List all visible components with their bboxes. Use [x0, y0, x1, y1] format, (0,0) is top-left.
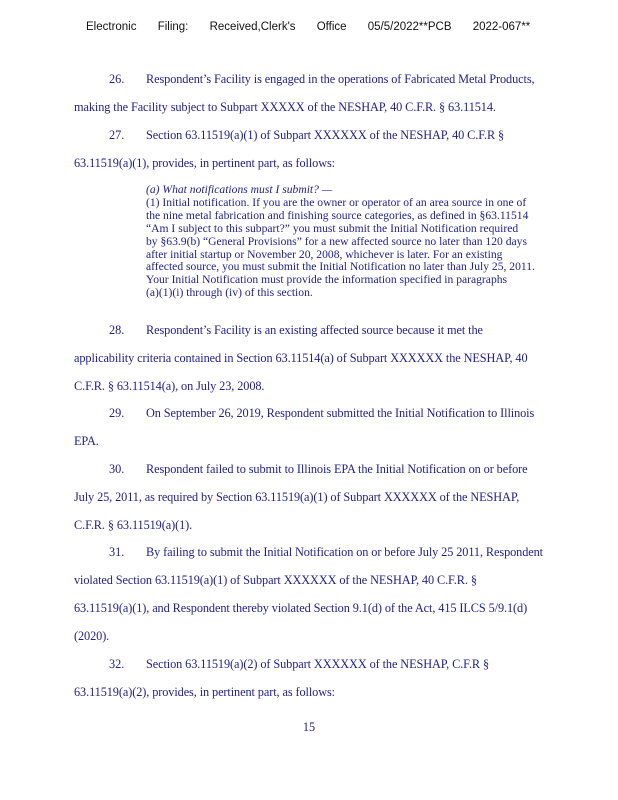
block-quote	[146, 184, 606, 300]
quote-line: “Am I subject to this subpart?” you must submit the Initial Notification required	[146, 221, 519, 235]
paragraph-30-line-1: Respondent failed to submit to Illinois EPA the Initial Notification on or before	[146, 462, 528, 476]
paragraph-31-line-3: 63.11519(a)(1), and Respondent thereby violated Section 9.1(d) of the Act, 415 ILCS 5/9.1(d)	[74, 601, 528, 615]
paragraph-26-line-1: Respondent’s Facility is engaged in the operations of Fabricated Metal Products,	[146, 72, 535, 86]
paragraph-30-line-2: July 25, 2011, as required by Section 63.11519(a)(1) of Subpart XXXXXX of the NESHAP,	[74, 490, 520, 504]
paragraph-31-line-4: (2020).	[74, 629, 110, 643]
paragraph-29-line-1: On September 26, 2019, Respondent submitted the Initial Notification to Illinois	[146, 406, 535, 420]
quote-line: affected source, you must submit the Initial Notification no later than July 25, 2011.	[146, 260, 535, 274]
filing-stamp-header	[86, 21, 606, 33]
paragraph-26-line-2: making the Facility subject to Subpart XXXXX of the NESHAP, 40 C.F.R. § 63.11514.	[74, 100, 496, 114]
paragraph-27-line-2: 63.11519(a)(1), provides, in pertinent part, as follows:	[74, 156, 335, 170]
paragraph-32-line-1: Section 63.11519(a)(2) of Subpart XXXXXX of the NESHAP, C.F.R §	[146, 657, 490, 671]
header-electronic: Electronic	[86, 21, 137, 33]
paragraph-31-line-1: By failing to submit the Initial Notification on or before July 25 2011, Respondent	[146, 545, 543, 559]
header-filing: Filing:	[157, 21, 189, 33]
page-number: 15	[302, 720, 316, 734]
quote-line: after initial startup or November 20, 2008, whichever is later. For an existing	[146, 247, 503, 261]
quote-line: the nine metal fabrication and finishing source categories, as defined in §63.11514	[146, 208, 529, 222]
quote-line: by §63.9(b) “General Provisions” for a new affected source no later than 120 days	[146, 234, 527, 248]
paragraph-27-number: 27.	[109, 128, 125, 142]
quote-line: Your Initial Notification must provide the information specified in paragraphs	[146, 273, 508, 287]
quote-line: (1) Initial notification. If you are the owner or operator of an area source in one of	[146, 195, 527, 209]
paragraph-30-number: 30.	[109, 462, 125, 476]
paragraph-32-number: 32.	[109, 657, 125, 671]
paragraph-27-line-1: Section 63.11519(a)(1) of Subpart XXXXXX of the NESHAP, 40 C.F.R §	[146, 128, 505, 142]
paragraph-31-number: 31.	[109, 545, 125, 559]
quote-line: (a)(1)(i) through (iv) of this section.	[146, 286, 313, 300]
header-office: Office	[316, 21, 347, 33]
paragraph-30-line-3: C.F.R. § 63.11519(a)(1).	[74, 518, 193, 532]
paragraph-26-number: 26.	[109, 72, 125, 86]
paragraph-28-line-2: applicability criteria contained in Section 63.11514(a) of Subpart XXXXXX the NESHAP, 40	[74, 351, 528, 365]
paragraph-28-line-1: Respondent’s Facility is an existing affected source because it met the	[146, 323, 483, 337]
quote-heading: (a) What notifications must I submit? —	[146, 183, 333, 196]
paragraph-28-line-3: C.F.R. § 63.11514(a), on July 23, 2008.	[74, 379, 265, 393]
header-docket: 2022-067**	[472, 21, 531, 33]
header-received: Received,Clerk's	[209, 21, 296, 33]
paragraph-29-line-2: EPA.	[74, 434, 99, 448]
header-date: 05/5/2022**PCB	[367, 21, 452, 33]
paragraph-28-number: 28.	[109, 323, 125, 337]
paragraph-31-line-2: violated Section 63.11519(a)(1) of Subpart XXXXXX of the NESHAP, 40 C.F.R. §	[74, 573, 477, 587]
paragraph-29-number: 29.	[109, 406, 125, 420]
paragraph-32-line-2: 63.11519(a)(2), provides, in pertinent part, as follows:	[74, 685, 335, 699]
